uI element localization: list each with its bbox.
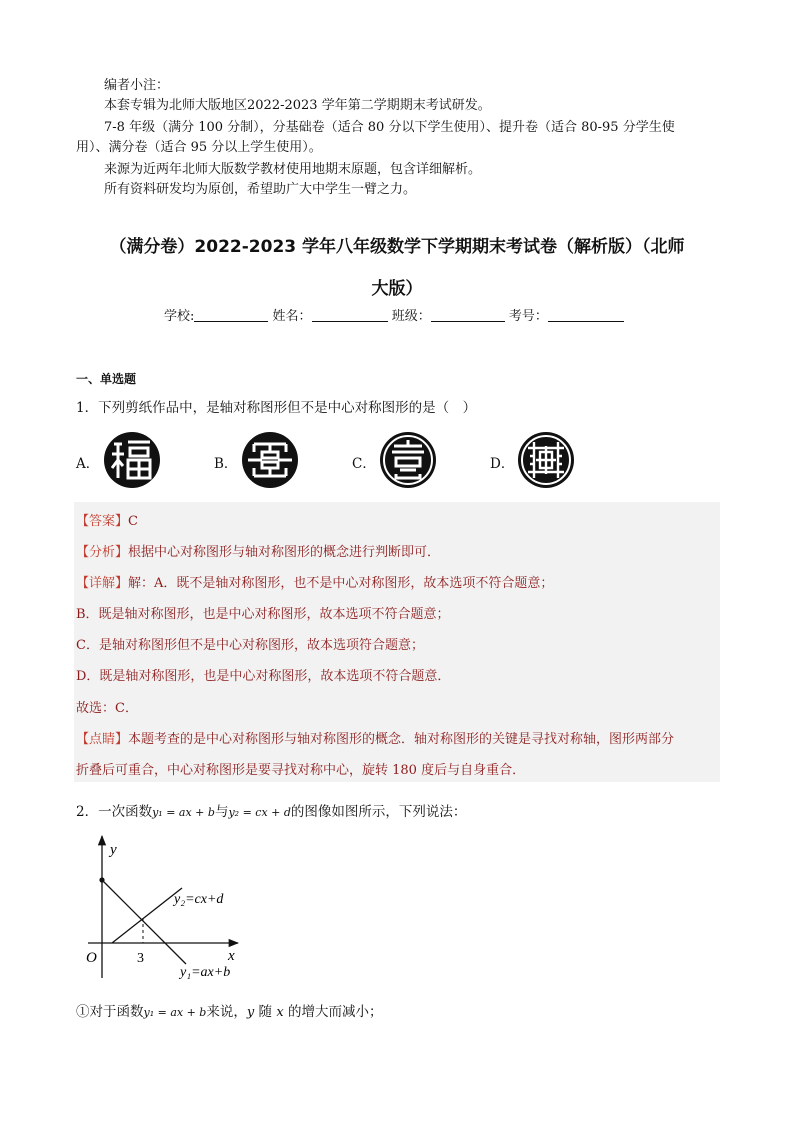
editor-note-line2a: 7-8 年级（满分 100 分制），分基础卷（适合 80 分以下学生使用）、提升卷（适合 80-95 分学生使: [104, 120, 675, 135]
class-label: 班级：: [391, 309, 431, 324]
statement-1-formula: y₁ = ax + b: [143, 1006, 207, 1019]
q2-stem-b: 与: [214, 804, 229, 820]
answer-label: 【答案】: [76, 514, 129, 529]
statement-1-y: y: [246, 1005, 255, 1020]
q1-option-d-label: D．: [490, 456, 515, 472]
detail-a-text: 解：A．既不是轴对称图形，也不是中心对称图形，故本选项不符合题意；: [128, 576, 554, 591]
fu-papercut-icon[interactable]: [102, 430, 162, 490]
q1-detail-a-line: [76, 572, 553, 591]
editor-note-heading: 编者小注：: [104, 78, 170, 93]
origin-label: O: [86, 950, 97, 966]
analysis-label: 【分析】: [76, 545, 129, 560]
y1-intercept-point: [99, 877, 104, 882]
exam-no-blank[interactable]: [548, 307, 624, 322]
editor-note-line3: 来源为近两年北师大版数学教材使用地期末原题，包含详细解析。: [104, 162, 482, 177]
q1-analysis-line: [76, 541, 440, 560]
q1-detail-c-line: C．是轴对称图形但不是中心对称图形，故本选项符合题意；: [76, 638, 424, 653]
lattice-papercut-icon[interactable]: [516, 430, 576, 490]
name-label: 姓名：: [272, 309, 312, 324]
y1-label: y₁=ax+b: [180, 965, 231, 980]
y2-label: y₂=cx+d: [174, 892, 224, 907]
school-blank[interactable]: [194, 307, 268, 322]
statement-1-x: x: [276, 1005, 284, 1020]
q2-stem-c: 的图像如图所示，下列说法：: [290, 804, 467, 820]
q2-stem-a: 2．一次函数: [76, 804, 153, 820]
name-blank[interactable]: [312, 307, 388, 322]
exam-title-line1: （满分卷）2022-2023 学年八年级数学下学期期末考试卷（解析版）（北师: [109, 237, 685, 257]
q1-detail-b-line: B．既是轴对称图形，也是中心对称图形，故本选项不符合题意；: [76, 607, 450, 622]
q2-formula-y2: y₂ = cx + d: [228, 806, 291, 819]
school-label: 学校:: [164, 309, 195, 324]
q2-formula-y1: y₁ = ax + b: [152, 806, 215, 819]
detail-label: 【详解】: [76, 576, 129, 591]
editor-note-line1: 本套专辑为北师大版地区2022-2023 学年第二学期期末考试研发。: [104, 98, 491, 113]
line-y2: [112, 888, 182, 943]
q2-stem: [76, 800, 466, 820]
statement-1-d: 的增大而减小；: [283, 1004, 383, 1020]
maze-papercut-icon[interactable]: [240, 430, 300, 490]
editor-note-line4: 所有资料研发均为原创，希望助广大中学生一臂之力。: [104, 182, 417, 197]
x-tick-3: 3: [137, 951, 144, 966]
q1-stem: 1．下列剪纸作品中，是轴对称图形但不是中心对称图形的是（ ）: [76, 400, 477, 416]
x-axis-label: x: [228, 948, 235, 964]
answer-value: C: [128, 514, 138, 529]
point-text-1: 本题考查的是中心对称图形与轴对称图形的概念．轴对称图形的关键是寻找对称轴，图形两部分: [128, 732, 675, 747]
student-info-row: [164, 305, 624, 324]
exam-title-line2: 大版）: [371, 279, 423, 299]
q2-statement-1: [76, 1000, 382, 1020]
q1-point-line1: [76, 728, 674, 747]
q1-detail-d-line: D．既是轴对称图形，也是中心对称图形，故本选项不符合题意．: [76, 669, 451, 684]
y-axis-label: y: [110, 842, 117, 858]
q1-choose-line: 故选：C．: [76, 701, 138, 716]
point-label: 【点睛】: [76, 732, 129, 747]
exam-no-label: 考号：: [508, 309, 548, 324]
q1-option-c-label: C．: [352, 456, 376, 472]
statement-1-a: 对于函数: [89, 1004, 144, 1020]
statement-1-number: ①: [76, 1004, 90, 1020]
q2-function-graph: [80, 828, 260, 988]
q1-point-line2: 折叠后可重合，中心对称图形是要寻找对称中心，旋转 180 度后与自身重合．: [76, 763, 526, 778]
editor-note-line2b: 用）、满分卷（适合 95 分以上学生使用）。: [76, 140, 322, 155]
statement-1-c: 随: [254, 1004, 277, 1020]
section-heading: 一、单选题: [76, 372, 137, 386]
q1-option-b-label: B．: [214, 456, 238, 472]
q1-option-a-label: A．: [76, 456, 100, 472]
shou-papercut-icon[interactable]: [378, 430, 438, 490]
analysis-text: 根据中心对称图形与轴对称图形的概念进行判断即可．: [128, 545, 441, 560]
statement-1-b: 来说，: [206, 1004, 247, 1020]
q1-answer-line: [76, 510, 138, 529]
class-blank[interactable]: [431, 307, 505, 322]
